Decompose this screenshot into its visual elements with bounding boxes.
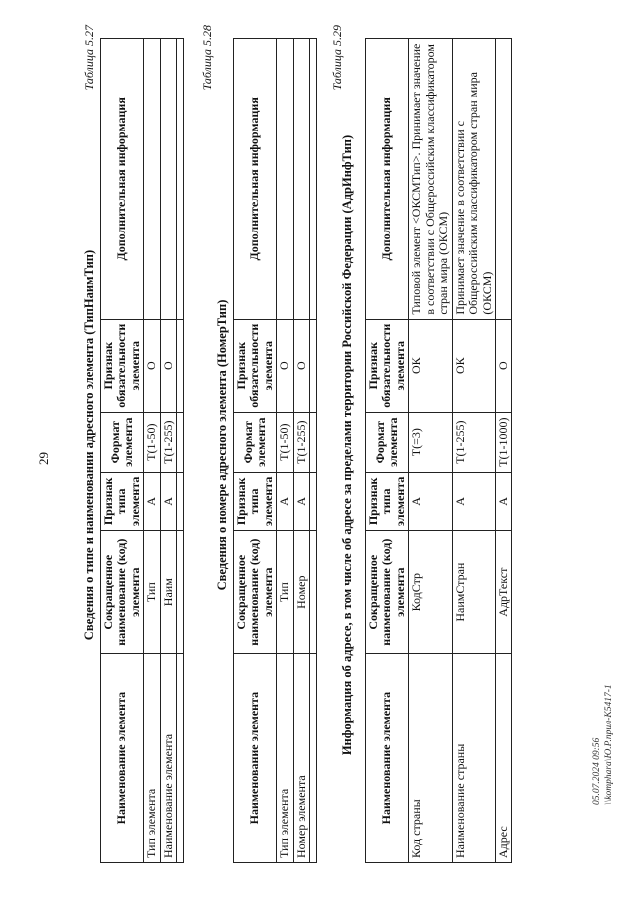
table-5-29-title: Информация об адресе, в том числе об адресе за пределами территории Российской Федерации (АдрИнфТип) (340, 134, 354, 756)
table-cell: Типовой элемент <ОКСМТип>. Принимает значение в соответствии с Общероссийским классификатором стран мира (ОКСМ) (409, 39, 452, 320)
table-cell-empty (177, 654, 184, 863)
table-cell: А (495, 472, 511, 530)
table-row (452, 39, 495, 863)
column-header: Сокращенное наименование (код) элемента (101, 531, 144, 654)
table-cell: Код страны (409, 654, 452, 863)
table-row (277, 39, 293, 863)
table-cell-empty (177, 531, 184, 654)
table-5-27-title: Сведения о типе и наименовании адресного элемента (ТипНаимТип) (82, 249, 96, 641)
table-cell: Номер (293, 531, 309, 654)
column-header: Наименование элемента (234, 654, 277, 863)
table-cell-empty (177, 412, 184, 472)
column-header: Признак обязательности элемента (101, 319, 144, 412)
table-cell: Адрес (495, 654, 511, 863)
table-cell: АдрТекст (495, 531, 511, 654)
table-cell: T(1-255) (293, 412, 309, 472)
table-cell: Тип (144, 531, 160, 654)
table-cell-empty (177, 319, 184, 412)
table-cell: О (293, 319, 309, 412)
table-cell-empty (310, 654, 317, 863)
table-cell (293, 39, 309, 320)
table-cell: О (277, 319, 293, 412)
table-5-27 (100, 38, 184, 863)
table-5-28-title: Сведения о номере адресного элемента (НомерТип) (215, 299, 229, 591)
table-row (293, 39, 309, 863)
table-cell: А (277, 472, 293, 530)
header-row (101, 39, 144, 863)
table-cell: НаимСтран (452, 531, 495, 654)
table-empty-row (310, 39, 317, 863)
table-cell-empty (310, 39, 317, 320)
table-cell (277, 39, 293, 320)
column-header: Признак типа элемента (101, 472, 144, 530)
table-cell (160, 39, 176, 320)
column-header: Формат элемента (234, 412, 277, 472)
table-cell: Наименование страны (452, 654, 495, 863)
table-row (409, 39, 452, 863)
column-header: Сокращенное наименование (код) элемента (234, 531, 277, 654)
table-cell: О (495, 319, 511, 412)
table-cell: Наименование элемента (160, 654, 176, 863)
table-empty-row (177, 39, 184, 863)
table-cell-empty (177, 472, 184, 530)
column-header: Признак типа элемента (234, 472, 277, 530)
table-cell: Номер элемента (293, 654, 309, 863)
column-header: Признак типа элемента (366, 472, 409, 530)
table-cell: T(1-50) (277, 412, 293, 472)
table-5-27-label: Таблица 5.27 (82, 25, 96, 91)
column-header: Дополнительная информация (101, 39, 144, 320)
table-5-29 (365, 38, 512, 863)
table-cell: T(1-1000) (495, 412, 511, 472)
table-cell: T(1-50) (144, 412, 160, 472)
table-cell-empty (310, 412, 317, 472)
column-header: Дополнительная информация (234, 39, 277, 320)
header-row (234, 39, 277, 863)
table-cell (495, 39, 511, 320)
table-cell-empty (310, 472, 317, 530)
page-number: 29 (36, 452, 51, 465)
table-cell: КодСтр (409, 531, 452, 654)
column-header: Признак обязательности элемента (234, 319, 277, 412)
table-cell: Тип элемента (144, 654, 160, 863)
table-cell: А (293, 472, 309, 530)
table-cell (144, 39, 160, 320)
table-cell: Тип (277, 531, 293, 654)
column-header: Признак обязательности элемента (366, 319, 409, 412)
column-header: Наименование элемента (101, 654, 144, 863)
column-header: Сокращенное наименование (код) элемента (366, 531, 409, 654)
table-cell: Тип элемента (277, 654, 293, 863)
table-cell: Наим (160, 531, 176, 654)
footer-timestamp: 05.07.2024 09:56 (592, 737, 602, 805)
table-5-28 (233, 38, 317, 863)
table-cell: О (144, 319, 160, 412)
table-cell-empty (177, 39, 184, 320)
table-cell: T(1-255) (452, 412, 495, 472)
table-5-28-label: Таблица 5.28 (200, 25, 214, 91)
table-row (160, 39, 176, 863)
column-header: Формат элемента (366, 412, 409, 472)
table-cell: Принимает значение в соответствии с Общероссийским классификатором стран мира (ОКСМ) (452, 39, 495, 320)
column-header: Наименование элемента (366, 654, 409, 863)
footer-path: \\komphara\Ю.Р.прил-К5417-1 (604, 684, 614, 805)
table-cell-empty (310, 319, 317, 412)
table-cell: T(=3) (409, 412, 452, 472)
table-row (495, 39, 511, 863)
header-row (366, 39, 409, 863)
column-header: Дополнительная информация (366, 39, 409, 320)
table-5-29-label: Таблица 5.29 (330, 25, 344, 91)
table-cell: А (452, 472, 495, 530)
table-cell-empty (310, 531, 317, 654)
table-cell: T(1-255) (160, 412, 176, 472)
table-cell: ОК (452, 319, 495, 412)
table-cell: А (160, 472, 176, 530)
table-cell: О (160, 319, 176, 412)
table-cell: ОК (409, 319, 452, 412)
table-row (144, 39, 160, 863)
table-cell: А (409, 472, 452, 530)
table-cell: А (144, 472, 160, 530)
column-header: Формат элемента (101, 412, 144, 472)
